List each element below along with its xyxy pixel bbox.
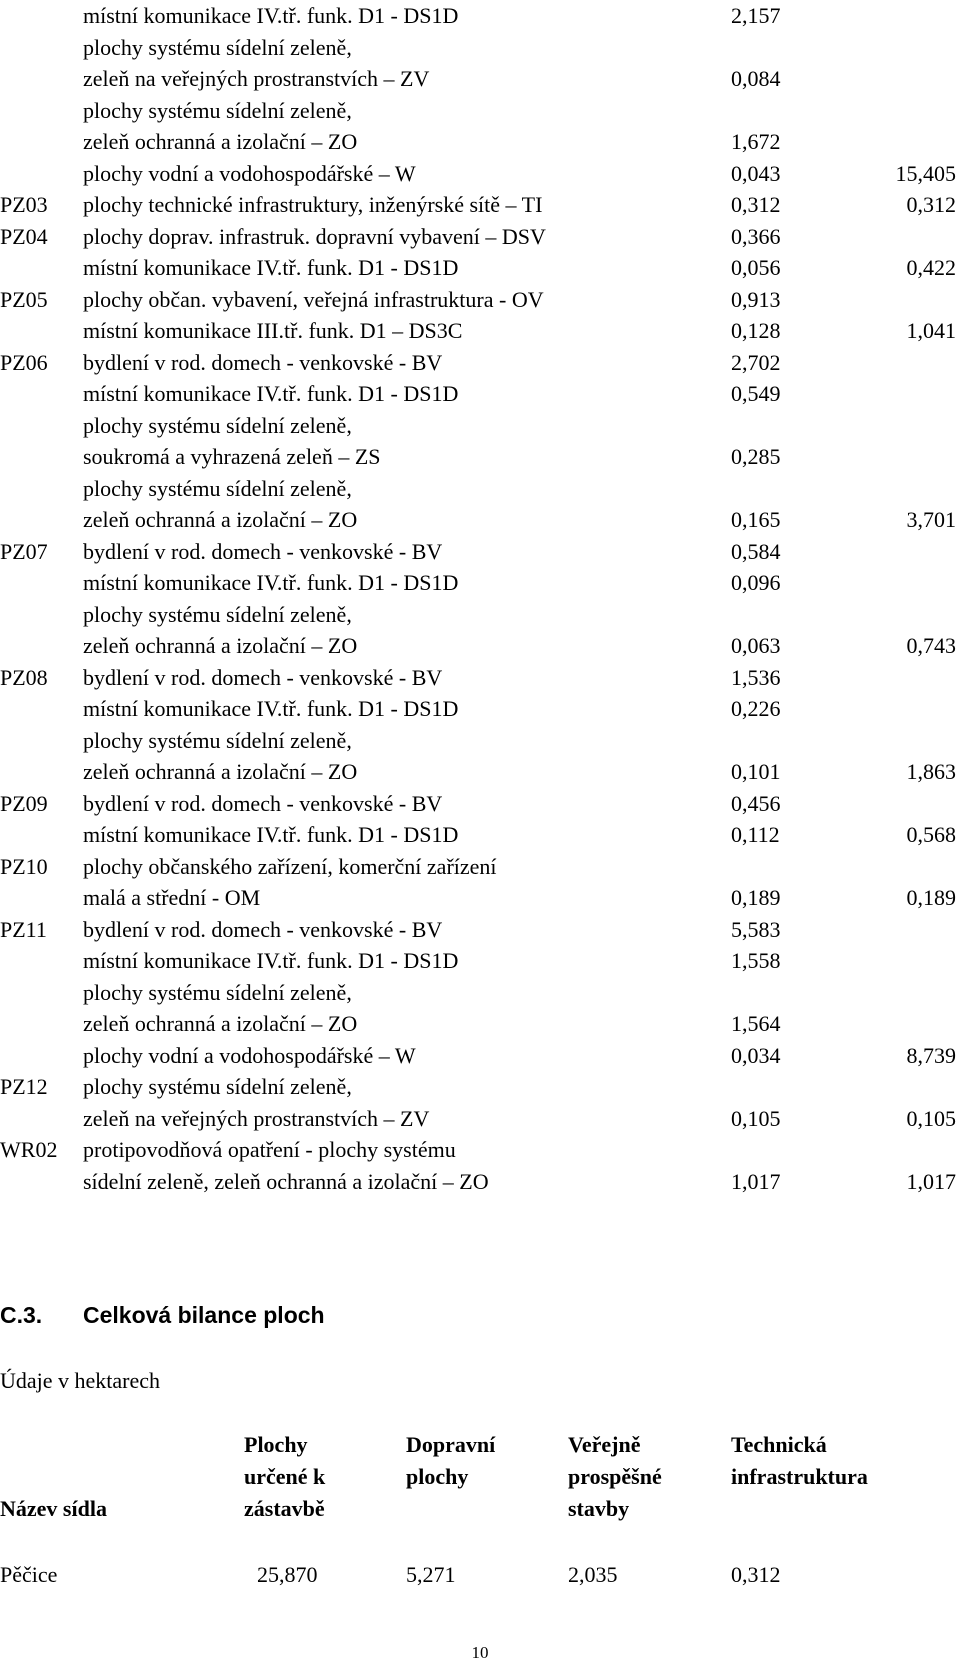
land-use-description: plochy systému sídelní zeleně, xyxy=(83,475,352,501)
land-use-row xyxy=(0,284,960,315)
area-value: 5,583 xyxy=(731,916,781,942)
land-use-description: zeleň ochranná a izolační – ZO xyxy=(83,633,358,658)
land-use-row xyxy=(0,851,960,882)
land-use-row xyxy=(0,662,960,693)
zone-code: PZ11 xyxy=(0,916,47,942)
land-use-row xyxy=(0,1134,960,1165)
area-value: 0,096 xyxy=(731,570,781,595)
area-value: 0,056 xyxy=(731,255,781,280)
land-use-description: zeleň na veřejných prostranstvích – ZV xyxy=(83,1105,430,1131)
zone-total: 3,701 xyxy=(906,507,956,532)
page-number: 10 xyxy=(471,1643,489,1662)
land-use-row xyxy=(0,378,960,409)
zone-code: PZ08 xyxy=(0,664,48,690)
land-use-description: soukromá a vyhrazená zeleň – ZS xyxy=(83,444,381,469)
land-use-description: plochy technické infrastruktury, inženýrské sítě – TI xyxy=(83,192,543,217)
land-use-description: zeleň ochranná a izolační – ZO xyxy=(83,129,358,154)
area-value: 1,558 xyxy=(731,948,781,973)
land-use-description: místní komunikace IV.tř. funk. D1 - DS1D xyxy=(83,570,459,595)
zone-total: 1,041 xyxy=(906,318,956,343)
area-value: 0,913 xyxy=(731,286,781,312)
area-value: 0,063 xyxy=(731,633,781,658)
zone-total: 0,105 xyxy=(906,1105,956,1131)
land-use-row xyxy=(0,473,960,504)
zone-total: 0,743 xyxy=(906,633,956,658)
zone-total: 0,568 xyxy=(906,822,956,847)
land-use-row xyxy=(0,819,960,850)
land-use-description: plochy občanského zařízení, komerční zařízení xyxy=(83,853,497,879)
land-use-description: plochy systému sídelní zeleně, xyxy=(83,601,352,627)
land-use-row xyxy=(0,0,960,31)
zone-code: PZ12 xyxy=(0,1074,48,1099)
area-value: 0,112 xyxy=(731,822,780,847)
land-use-description: plochy systému sídelní zeleně, xyxy=(83,34,352,60)
land-use-row xyxy=(0,1071,960,1102)
land-use-description: bydlení v rod. domech - venkovské - BV xyxy=(83,916,443,942)
header-built-line3: zástavbě xyxy=(244,1496,325,1521)
land-use-row xyxy=(0,1008,960,1039)
area-value: 0,034 xyxy=(731,1042,781,1068)
land-use-row xyxy=(0,693,960,724)
header-transport-line2: plochy xyxy=(406,1464,469,1489)
row-name: Pěčice xyxy=(0,1562,58,1587)
area-value: 1,672 xyxy=(731,129,781,154)
land-use-row xyxy=(0,95,960,126)
zone-code: PZ05 xyxy=(0,286,48,312)
section-title: Celková bilance ploch xyxy=(83,1302,325,1328)
land-use-description: bydlení v rod. domech - venkovské - BV xyxy=(83,538,443,564)
land-use-row xyxy=(0,536,960,567)
land-use-row xyxy=(0,221,960,252)
land-use-description: zeleň ochranná a izolační – ZO xyxy=(83,759,358,784)
land-use-description: bydlení v rod. domech - venkovské - BV xyxy=(83,790,443,816)
land-use-description: plochy systému sídelní zeleně, xyxy=(83,979,352,1005)
zone-total: 8,739 xyxy=(906,1042,956,1068)
land-use-description: plochy doprav. infrastruk. dopravní vybavení – DSV xyxy=(83,223,546,249)
land-use-description: plochy občan. vybavení, veřejná infrastruktura - OV xyxy=(83,286,544,312)
header-transport-line1: Dopravní xyxy=(406,1432,496,1457)
zone-code: PZ06 xyxy=(0,349,48,375)
area-value: 0,549 xyxy=(731,381,781,406)
land-use-description: zeleň ochranná a izolační – ZO xyxy=(83,507,358,532)
land-use-row xyxy=(0,158,960,189)
land-use-description: zeleň na veřejných prostranstvích – ZV xyxy=(83,66,430,91)
land-use-row xyxy=(0,347,960,378)
area-value: 2,702 xyxy=(731,349,781,375)
land-use-row xyxy=(0,189,960,220)
land-use-description: plochy vodní a vodohospodářské – W xyxy=(83,160,416,186)
zone-code: PZ10 xyxy=(0,853,48,879)
area-value: 0,084 xyxy=(731,66,781,91)
area-value: 0,584 xyxy=(731,538,781,564)
land-use-row xyxy=(0,1040,960,1071)
area-value: 1,564 xyxy=(731,1011,781,1036)
land-use-row xyxy=(0,567,960,598)
zone-total: 0,422 xyxy=(906,255,956,280)
header-built-line1: Plochy xyxy=(244,1432,308,1457)
land-use-row xyxy=(0,914,960,945)
section-number: C.3. xyxy=(0,1302,43,1328)
zone-total: 0,312 xyxy=(906,192,956,217)
area-value: 0,226 xyxy=(731,696,781,721)
land-use-description: místní komunikace IV.tř. funk. D1 - DS1D xyxy=(83,948,459,973)
land-use-description: místní komunikace IV.tř. funk. D1 - DS1D xyxy=(83,822,459,847)
area-value: 0,043 xyxy=(731,160,781,186)
land-use-description: místní komunikace III.tř. funk. D1 – DS3C xyxy=(83,318,463,343)
land-use-description: místní komunikace IV.tř. funk. D1 - DS1D xyxy=(83,696,459,721)
land-use-row xyxy=(0,599,960,630)
area-value: 0,128 xyxy=(731,318,781,343)
header-technical-line2: infrastruktura xyxy=(731,1464,868,1489)
land-use-row xyxy=(0,756,960,787)
header-technical-line1: Technická xyxy=(731,1432,827,1457)
land-use-row xyxy=(0,504,960,535)
area-value: 0,189 xyxy=(731,885,781,910)
land-use-row xyxy=(0,788,960,819)
header-public-line3: stavby xyxy=(568,1496,630,1521)
row-public: 2,035 xyxy=(568,1562,618,1587)
area-value: 0,312 xyxy=(731,192,781,217)
land-use-description: plochy vodní a vodohospodářské – W xyxy=(83,1042,416,1068)
land-use-row xyxy=(0,977,960,1008)
land-use-description: plochy systému sídelní zeleně, xyxy=(83,1074,352,1099)
land-use-description: plochy systému sídelní zeleně, xyxy=(83,412,352,438)
area-value: 0,366 xyxy=(731,223,781,249)
zone-code: WR02 xyxy=(0,1137,58,1162)
land-use-description: místní komunikace IV.tř. funk. D1 - DS1D xyxy=(83,381,459,406)
zone-total: 1,863 xyxy=(906,759,956,784)
land-use-row xyxy=(0,252,960,283)
land-use-description: plochy systému sídelní zeleně, xyxy=(83,727,352,753)
area-value: 0,101 xyxy=(731,759,781,784)
land-use-row xyxy=(0,945,960,976)
row-technical: 0,312 xyxy=(731,1562,781,1587)
units-note: Údaje v hektarech xyxy=(0,1368,161,1393)
area-value: 0,285 xyxy=(731,444,781,469)
header-built-line2: určené k xyxy=(244,1464,326,1489)
land-use-row xyxy=(0,882,960,913)
land-use-row xyxy=(0,1166,960,1197)
zone-code: PZ07 xyxy=(0,538,48,564)
zone-code: PZ09 xyxy=(0,790,48,816)
area-value: 1,017 xyxy=(731,1168,781,1194)
header-public-line2: prospěšné xyxy=(568,1464,662,1489)
area-value: 2,157 xyxy=(731,3,781,28)
land-use-description: místní komunikace IV.tř. funk. D1 - DS1D xyxy=(83,255,459,280)
area-value: 0,105 xyxy=(731,1105,781,1131)
land-use-description: protipovodňová opatření - plochy systému xyxy=(83,1137,456,1162)
land-use-row xyxy=(0,32,960,63)
zone-total: 1,017 xyxy=(906,1168,956,1194)
land-use-row xyxy=(0,630,960,661)
area-value: 0,165 xyxy=(731,507,781,532)
land-use-description: malá a střední - OM xyxy=(83,885,261,910)
header-name: Název sídla xyxy=(0,1496,107,1521)
land-use-row xyxy=(0,63,960,94)
zone-total: 15,405 xyxy=(895,160,956,186)
land-use-description: bydlení v rod. domech - venkovské - BV xyxy=(83,664,443,690)
zone-code: PZ04 xyxy=(0,223,48,249)
land-use-description: sídelní zeleně, zeleň ochranná a izolační – ZO xyxy=(83,1168,489,1194)
header-public-line1: Veřejně xyxy=(568,1432,641,1457)
land-use-description: místní komunikace IV.tř. funk. D1 - DS1D xyxy=(83,3,459,28)
land-use-row xyxy=(0,410,960,441)
land-use-row xyxy=(0,126,960,157)
row-transport: 5,271 xyxy=(406,1562,456,1587)
zone-total: 0,189 xyxy=(906,885,956,910)
land-use-row xyxy=(0,1103,960,1134)
land-use-row xyxy=(0,441,960,472)
area-value: 1,536 xyxy=(731,664,781,690)
row-built: 25,870 xyxy=(257,1562,318,1587)
zone-code: PZ03 xyxy=(0,192,48,217)
land-use-row xyxy=(0,725,960,756)
land-use-description: zeleň ochranná a izolační – ZO xyxy=(83,1011,358,1036)
land-use-row xyxy=(0,315,960,346)
land-use-description: bydlení v rod. domech - venkovské - BV xyxy=(83,349,443,375)
area-value: 0,456 xyxy=(731,790,781,816)
land-use-description: plochy systému sídelní zeleně, xyxy=(83,97,352,123)
